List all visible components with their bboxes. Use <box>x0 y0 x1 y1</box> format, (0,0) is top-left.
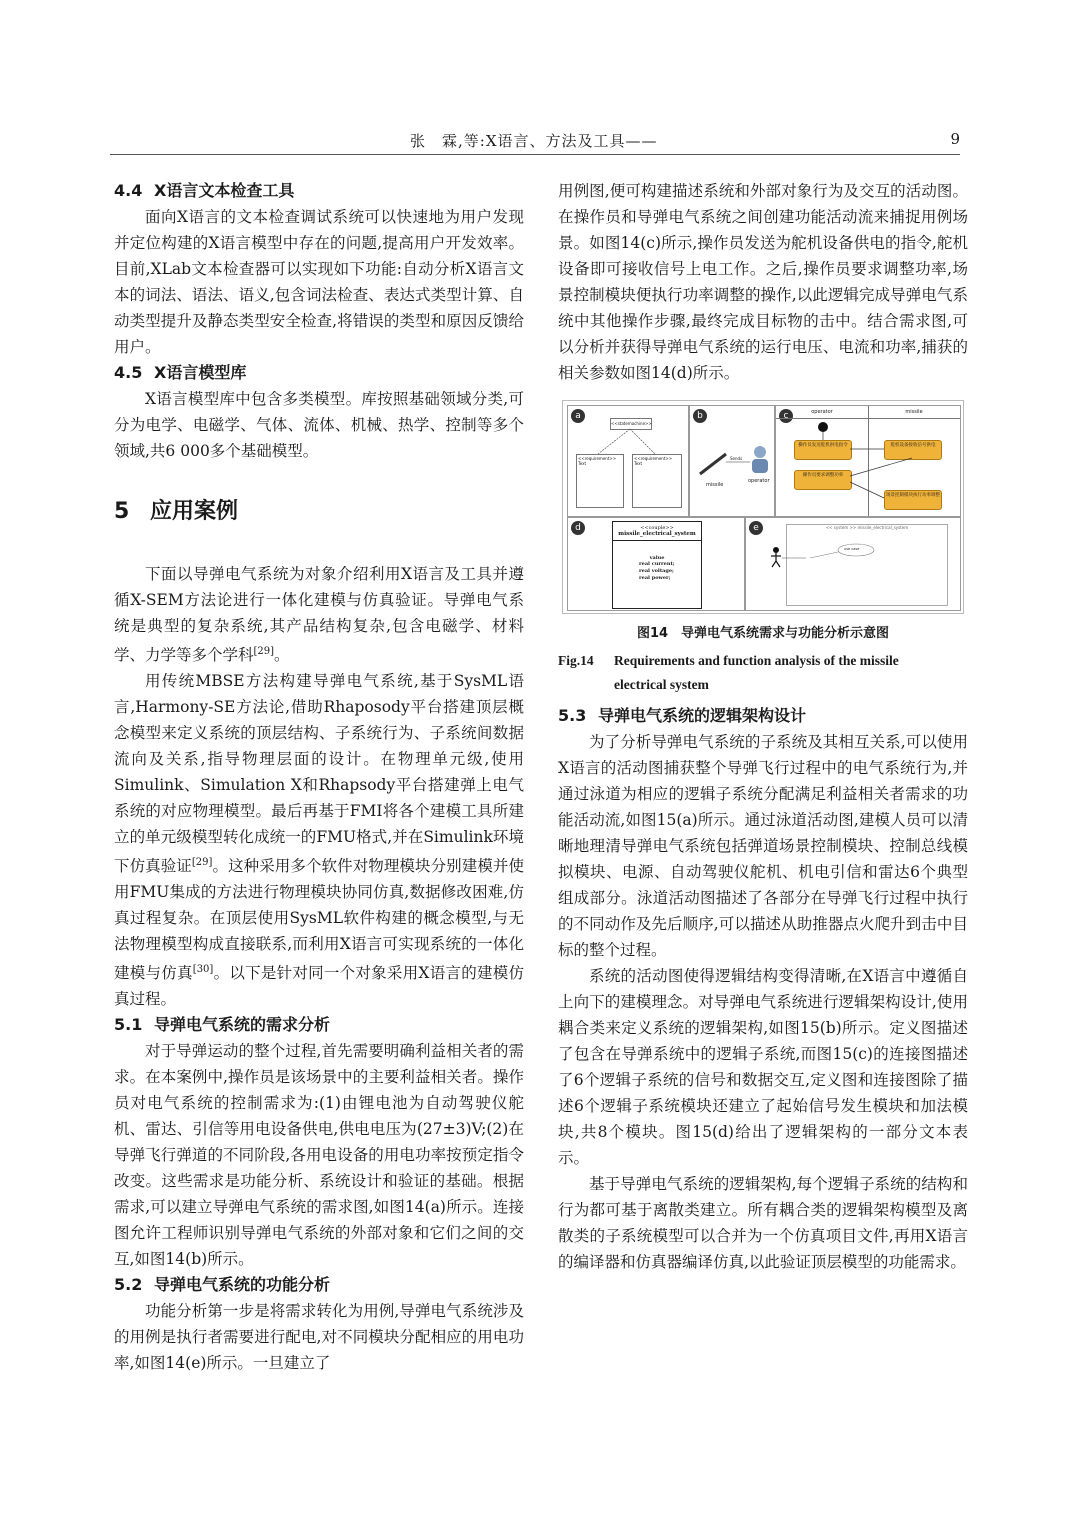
connector-lines <box>568 406 688 516</box>
panel-tag: c <box>779 409 793 423</box>
figure-caption-en: Fig.14 Requirements and function analysis of the missile electrical system <box>558 653 899 692</box>
paragraph: 基于导弹电气系统的逻辑架构,每个逻辑子系统的结构和行为都可基于离散类建立。所有耦合类的逻辑架构模型及离散类的子系统模型可以合并为一个仿真项目文件,再用X语言的编译器和仿真器编译仿真,以此验证顶层模型的功能需求。 <box>558 1175 968 1271</box>
couple-class-box: <<couple>> missile_electrical_system value real current; real voltage; real power; <box>612 521 702 609</box>
paragraph: 用传统MBSE方法构建导弹电气系统,基于SysML语言,Harmony-SE方法论,借助Rhaposody平台搭建顶层概念模型来定义系统的顶层结构、子系统行为、子系统间数据流向及关系,指导物理层面的设计。在物理单元级,使用Simulink、Simulation X和Rhapsody平台搭建弹上电气系统的对应物理模型。最后再基于FMI将各个建模工具所建立的单元级模型转化成统一的FMU格式,并在Simulink环境下仿真验证[29]。这种采用多个软件对物理模块分别建模并使用FMU集成的方法进行物理模块协同仿真,数据修改困难,仿真过程复杂。在顶层使用SysML软件构建的概念模型,与无法物理模型构成直接联系,而利用X语言可实现系统的一体化建模与仿真[30]。以下是针对同一个对象采用X语言的建模仿真过程。 <box>114 672 524 1009</box>
requirement-box: <<requirement>> Text <box>576 454 624 508</box>
panel-tag: a <box>571 409 585 423</box>
requirement-box: <<requirement>> Text <box>632 454 682 508</box>
paragraph: 用例图,便可构建描述系统和外部对象行为及交互的活动图。在操作员和导弹电气系统之间创建功能活动流来捕捉用例场景。如图14(c)所示,操作员发送为舵机设备供电的指令,舵机设备即可接收信号上电工作。之后,操作员要求调整功率,场景控制模块便执行功率调整的操作,以此逻辑完成导弹电气系统中其他操作步骤,最终完成目标物的击中。结合需求图,可以分析并获得导弹电气系统的运行电压、电流和功率,捕获的相关参数如图14(d)所示。 <box>558 182 968 382</box>
activity-flows <box>776 406 960 516</box>
usecase-label: use case <box>844 547 860 551</box>
activity-action: 操作员要求调整功率 <box>794 470 852 490</box>
panel-a-requirement-diagram <box>567 405 689 517</box>
panel-e-usecase-diagram <box>745 517 961 611</box>
activity-action: 场景控制模块执行功率调整 <box>884 490 942 510</box>
panel-b-connection-diagram <box>689 405 775 517</box>
section-heading-5: 5 应用案例 <box>114 499 239 524</box>
link-label: Sends <box>730 456 743 461</box>
running-title: 张 霖,等:X语言、方法及工具—— <box>410 132 658 150</box>
swimlane-operator: operator <box>776 406 869 419</box>
citation[interactable]: [29] <box>191 857 213 869</box>
panel-tag: e <box>749 521 763 535</box>
missile-label: missile <box>706 482 724 488</box>
section-heading-5-1: 5.1 导弹电气系统的需求分析 <box>114 1015 331 1035</box>
state-box: <<statemachine>> <box>610 418 652 430</box>
swimlane-missile: missile <box>868 406 960 419</box>
section-heading-4-4: 4.4 X语言文本检查工具 <box>114 181 295 200</box>
section-heading-4-5: 4.5 X语言模型库 <box>114 363 247 382</box>
paragraph: 对于导弹运动的整个过程,首先需要明确利益相关者的需求。在本案例中,操作员是该场景中的主要利益相关者。操作员对电气系统的控制需求为:(1)由锂电池为自动驾驶仪舵机、雷达、引信等用电设备供电,供电电压为(27±3)V;(2)在导弹飞行弹道的不同阶段,各用电设备的用电功率按预定指令改变。这些需求是功能分析、系统设计和验证的基础。根据需求,可以建立导弹电气系统的需求图,如图14(a)所示。连接图允许工程师识别导弹电气系统的外部对象和它们之间的交互,如图14(b)所示。 <box>114 1042 524 1269</box>
page-header <box>110 124 960 155</box>
section-heading-5-3: 5.3 导弹电气系统的逻辑架构设计 <box>558 706 807 725</box>
paragraph: 面向X语言的文本检查调试系统可以快速地为用户发现并定位构建的X语言模型中存在的问题,提高用户开发效率。目前,XLab文本检查器可以实现如下功能:自动分析X语言文本的词法、语法、语义,包含词法检查、表达式类型计算、自动类型提升及静态类型安全检查,将错误的类型和原因反馈给用户。 <box>114 208 524 356</box>
page-number: 9 <box>950 130 960 148</box>
section-heading-5-2: 5.2 导弹电气系统的功能分析 <box>114 1275 331 1295</box>
activity-action: 舵机设备接收信号供电 <box>884 440 942 460</box>
citation[interactable]: [29] <box>253 646 275 657</box>
panel-c-activity-diagram <box>775 405 961 517</box>
panel-tag: b <box>693 409 707 423</box>
paragraph: 功能分析第一步是将需求转化为用例,导弹电气系统涉及的用例是执行者需要进行配电,对不同模块分配相应的用电功率,如图14(e)所示。一旦建立了 <box>114 1302 524 1373</box>
paragraph: 系统的活动图使得逻辑结构变得清晰,在X语言中遵循自上向下的建模理念。对导弹电气系统进行逻辑架构设计,使用耦合类来定义系统的逻辑架构,如图15(b)所示。定义图描述了包含在导弹系统中的逻辑子系统,而图15(c)的连接图描述了6个逻辑子系统的信号和数据交互,定义图和连接图除了描述6个逻辑子系统模块还建立了起始信号发生模块和加法模块,共8个模块。图15(d)给出了逻辑架构的一部分文本表示。 <box>558 967 968 1167</box>
missile-icon <box>690 406 774 516</box>
paragraph: 为了分析导弹电气系统的子系统及其相互关系,可以使用X语言的活动图捕获整个导弹飞行过程中的电气系统行为,并通过泳道为相应的逻辑子系统分配满足利益相关者需求的功能活动流,如图15(a)所示。通过泳道活动图,建模人员可以清晰地理清导弹电气系统包括弹道场景控制模块、控制总线模拟模块、电源、自动驾驶仪舵机、机电引信和雷达6个典型组成部分。泳道活动图描述了各部分在导弹飞行过程中执行的不同动作及先后顺序,可以描述从助推器点火爬升到击中目标的整个过程。 <box>558 733 968 959</box>
panel-d-parameter-diagram <box>567 517 745 611</box>
activity-action: 操作员发送舵机供电指令 <box>794 440 852 460</box>
paragraph: 下面以导弹电气系统为对象介绍利用X语言及工具并遵循X-SEM方法论进行一体化建模与仿真验证。导弹电气系统是典型的复杂系统,其产品结构复杂,包含电磁学、材料学、力学等多个学科[29]。 <box>114 565 524 665</box>
panel-tag: d <box>571 521 585 535</box>
left-column <box>114 178 524 1376</box>
figure-caption-cn: 图14 导弹电气系统需求与功能分析示意图 <box>636 626 890 641</box>
system-boundary: << system >> missile_electrical_system <box>786 524 948 606</box>
citation[interactable]: [30] <box>192 964 214 976</box>
operator-label: operator <box>748 478 770 484</box>
figure-14 <box>562 400 964 614</box>
right-column <box>558 178 968 1275</box>
paragraph: X语言模型库中包含多类模型。库按照基础领域分类,可分为电学、电磁学、气体、流体、机械、热学、控制等多个领域,共6 000多个基础模型。 <box>114 390 524 460</box>
actor-icon <box>746 518 960 610</box>
